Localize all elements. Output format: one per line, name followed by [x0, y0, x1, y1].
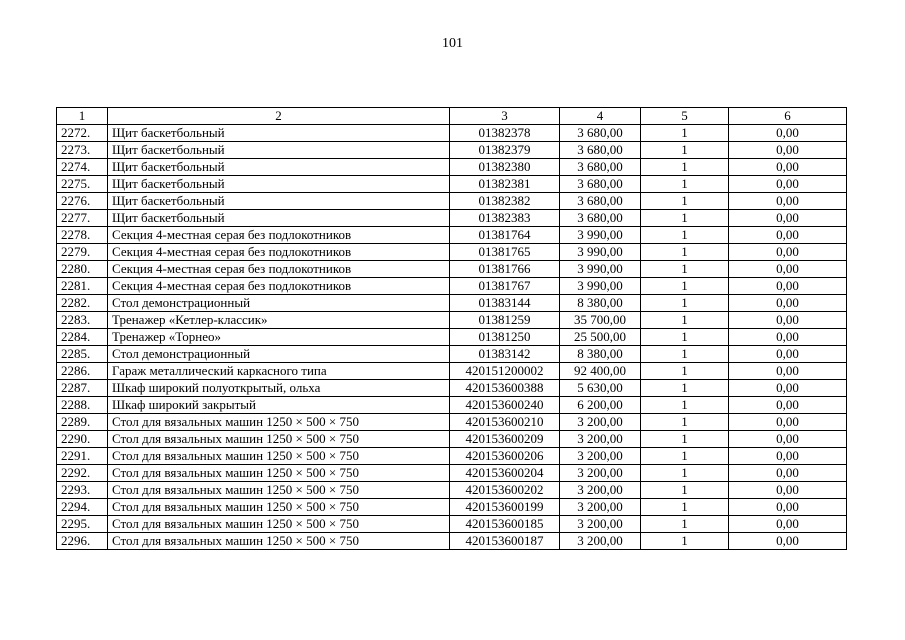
header-cell-name: 2	[108, 108, 450, 125]
item-name-cell: Щит баскетбольный	[108, 125, 450, 142]
row-number-cell: 2295.	[57, 516, 108, 533]
price-cell: 3 200,00	[560, 414, 641, 431]
inventory-code-cell: 420153600209	[450, 431, 560, 448]
table-row	[57, 431, 847, 448]
price-cell: 25 500,00	[560, 329, 641, 346]
quantity-cell: 1	[641, 380, 729, 397]
table-row	[57, 465, 847, 482]
value-cell: 0,00	[729, 261, 847, 278]
value-cell: 0,00	[729, 397, 847, 414]
quantity-cell: 1	[641, 159, 729, 176]
row-number-cell: 2288.	[57, 397, 108, 414]
row-number-cell: 2279.	[57, 244, 108, 261]
inventory-code-cell: 01381259	[450, 312, 560, 329]
header-cell-value: 6	[729, 108, 847, 125]
inventory-code-cell: 01382382	[450, 193, 560, 210]
table-row	[57, 210, 847, 227]
item-name-cell: Тренажер «Торнео»	[108, 329, 450, 346]
row-number-cell: 2284.	[57, 329, 108, 346]
price-cell: 3 200,00	[560, 465, 641, 482]
inventory-code-cell: 01381250	[450, 329, 560, 346]
item-name-cell: Стол для вязальных машин 1250 × 500 × 750	[108, 431, 450, 448]
inventory-code-cell: 01382379	[450, 142, 560, 159]
inventory-code-cell: 01382381	[450, 176, 560, 193]
price-cell: 3 680,00	[560, 193, 641, 210]
header-cell-quantity: 5	[641, 108, 729, 125]
price-cell: 3 680,00	[560, 176, 641, 193]
quantity-cell: 1	[641, 431, 729, 448]
price-cell: 3 680,00	[560, 125, 641, 142]
table-row	[57, 346, 847, 363]
row-number-cell: 2283.	[57, 312, 108, 329]
quantity-cell: 1	[641, 346, 729, 363]
quantity-cell: 1	[641, 448, 729, 465]
row-number-cell: 2275.	[57, 176, 108, 193]
row-number-cell: 2290.	[57, 431, 108, 448]
table-row	[57, 363, 847, 380]
row-number-cell: 2285.	[57, 346, 108, 363]
value-cell: 0,00	[729, 380, 847, 397]
item-name-cell: Щит баскетбольный	[108, 142, 450, 159]
row-number-cell: 2287.	[57, 380, 108, 397]
item-name-cell: Стол для вязальных машин 1250 × 500 × 750	[108, 533, 450, 550]
inventory-code-cell: 420153600206	[450, 448, 560, 465]
quantity-cell: 1	[641, 363, 729, 380]
value-cell: 0,00	[729, 431, 847, 448]
inventory-code-cell: 01381764	[450, 227, 560, 244]
quantity-cell: 1	[641, 125, 729, 142]
table-row	[57, 278, 847, 295]
inventory-table	[56, 107, 847, 550]
item-name-cell: Шкаф широкий полуоткрытый, ольха	[108, 380, 450, 397]
table-row	[57, 533, 847, 550]
quantity-cell: 1	[641, 210, 729, 227]
value-cell: 0,00	[729, 210, 847, 227]
price-cell: 3 990,00	[560, 278, 641, 295]
row-number-cell: 2282.	[57, 295, 108, 312]
item-name-cell: Стол для вязальных машин 1250 × 500 × 750	[108, 414, 450, 431]
item-name-cell: Секция 4-местная серая без подлокотников	[108, 227, 450, 244]
price-cell: 3 680,00	[560, 210, 641, 227]
price-cell: 3 990,00	[560, 244, 641, 261]
value-cell: 0,00	[729, 176, 847, 193]
row-number-cell: 2296.	[57, 533, 108, 550]
table-row	[57, 380, 847, 397]
inventory-code-cell: 420153600185	[450, 516, 560, 533]
price-cell: 92 400,00	[560, 363, 641, 380]
row-number-cell: 2276.	[57, 193, 108, 210]
quantity-cell: 1	[641, 295, 729, 312]
table-row	[57, 125, 847, 142]
table-row	[57, 159, 847, 176]
inventory-code-cell: 01382380	[450, 159, 560, 176]
price-cell: 6 200,00	[560, 397, 641, 414]
table-body	[57, 125, 847, 550]
page-number: 101	[442, 36, 463, 51]
item-name-cell: Щит баскетбольный	[108, 210, 450, 227]
price-cell: 3 200,00	[560, 499, 641, 516]
inventory-code-cell: 420153600388	[450, 380, 560, 397]
item-name-cell: Стол для вязальных машин 1250 × 500 × 750	[108, 516, 450, 533]
quantity-cell: 1	[641, 244, 729, 261]
item-name-cell: Стол демонстрационный	[108, 346, 450, 363]
item-name-cell: Секция 4-местная серая без подлокотников	[108, 278, 450, 295]
item-name-cell: Секция 4-местная серая без подлокотников	[108, 261, 450, 278]
row-number-cell: 2292.	[57, 465, 108, 482]
quantity-cell: 1	[641, 176, 729, 193]
item-name-cell: Щит баскетбольный	[108, 159, 450, 176]
quantity-cell: 1	[641, 312, 729, 329]
quantity-cell: 1	[641, 142, 729, 159]
table-row	[57, 244, 847, 261]
table-row	[57, 295, 847, 312]
table-row	[57, 261, 847, 278]
item-name-cell: Тренажер «Кетлер-классик»	[108, 312, 450, 329]
header-row	[57, 108, 847, 125]
price-cell: 3 680,00	[560, 159, 641, 176]
table-row	[57, 227, 847, 244]
value-cell: 0,00	[729, 295, 847, 312]
value-cell: 0,00	[729, 363, 847, 380]
row-number-cell: 2277.	[57, 210, 108, 227]
value-cell: 0,00	[729, 125, 847, 142]
quantity-cell: 1	[641, 329, 729, 346]
quantity-cell: 1	[641, 465, 729, 482]
value-cell: 0,00	[729, 278, 847, 295]
price-cell: 3 990,00	[560, 261, 641, 278]
value-cell: 0,00	[729, 227, 847, 244]
value-cell: 0,00	[729, 244, 847, 261]
header-cell-price: 4	[560, 108, 641, 125]
row-number-cell: 2289.	[57, 414, 108, 431]
inventory-code-cell: 420151200002	[450, 363, 560, 380]
value-cell: 0,00	[729, 159, 847, 176]
inventory-code-cell: 420153600202	[450, 482, 560, 499]
inventory-code-cell: 01382378	[450, 125, 560, 142]
inventory-code-cell: 420153600210	[450, 414, 560, 431]
price-cell: 5 630,00	[560, 380, 641, 397]
price-cell: 3 200,00	[560, 516, 641, 533]
value-cell: 0,00	[729, 499, 847, 516]
row-number-cell: 2273.	[57, 142, 108, 159]
row-number-cell: 2280.	[57, 261, 108, 278]
price-cell: 3 200,00	[560, 482, 641, 499]
table-header	[57, 108, 847, 125]
item-name-cell: Щит баскетбольный	[108, 176, 450, 193]
inventory-code-cell: 420153600199	[450, 499, 560, 516]
inventory-code-cell: 420153600204	[450, 465, 560, 482]
quantity-cell: 1	[641, 516, 729, 533]
inventory-code-cell: 01381765	[450, 244, 560, 261]
quantity-cell: 1	[641, 261, 729, 278]
value-cell: 0,00	[729, 346, 847, 363]
row-number-cell: 2291.	[57, 448, 108, 465]
table-row	[57, 329, 847, 346]
quantity-cell: 1	[641, 278, 729, 295]
item-name-cell: Щит баскетбольный	[108, 193, 450, 210]
row-number-cell: 2272.	[57, 125, 108, 142]
table-row	[57, 176, 847, 193]
quantity-cell: 1	[641, 482, 729, 499]
inventory-code-cell: 01383142	[450, 346, 560, 363]
row-number-cell: 2286.	[57, 363, 108, 380]
table-row	[57, 193, 847, 210]
inventory-code-cell: 01381766	[450, 261, 560, 278]
table-row	[57, 312, 847, 329]
item-name-cell: Секция 4-местная серая без подлокотников	[108, 244, 450, 261]
price-cell: 3 200,00	[560, 448, 641, 465]
value-cell: 0,00	[729, 482, 847, 499]
table-row	[57, 397, 847, 414]
value-cell: 0,00	[729, 329, 847, 346]
row-number-cell: 2293.	[57, 482, 108, 499]
inventory-code-cell: 420153600240	[450, 397, 560, 414]
quantity-cell: 1	[641, 414, 729, 431]
quantity-cell: 1	[641, 499, 729, 516]
quantity-cell: 1	[641, 397, 729, 414]
table-row	[57, 448, 847, 465]
quantity-cell: 1	[641, 227, 729, 244]
inventory-code-cell: 01383144	[450, 295, 560, 312]
row-number-cell: 2281.	[57, 278, 108, 295]
value-cell: 0,00	[729, 465, 847, 482]
item-name-cell: Стол для вязальных машин 1250 × 500 × 750	[108, 482, 450, 499]
price-cell: 35 700,00	[560, 312, 641, 329]
table-row	[57, 482, 847, 499]
price-cell: 8 380,00	[560, 346, 641, 363]
price-cell: 3 200,00	[560, 431, 641, 448]
table-row	[57, 516, 847, 533]
value-cell: 0,00	[729, 414, 847, 431]
price-cell: 3 200,00	[560, 533, 641, 550]
value-cell: 0,00	[729, 448, 847, 465]
item-name-cell: Стол для вязальных машин 1250 × 500 × 750	[108, 499, 450, 516]
row-number-cell: 2294.	[57, 499, 108, 516]
inventory-code-cell: 01381767	[450, 278, 560, 295]
header-cell-code: 3	[450, 108, 560, 125]
price-cell: 8 380,00	[560, 295, 641, 312]
item-name-cell: Стол демонстрационный	[108, 295, 450, 312]
item-name-cell: Стол для вязальных машин 1250 × 500 × 750	[108, 448, 450, 465]
value-cell: 0,00	[729, 533, 847, 550]
value-cell: 0,00	[729, 142, 847, 159]
value-cell: 0,00	[729, 193, 847, 210]
price-cell: 3 680,00	[560, 142, 641, 159]
header-cell-number: 1	[57, 108, 108, 125]
value-cell: 0,00	[729, 312, 847, 329]
item-name-cell: Гараж металлический каркасного типа	[108, 363, 450, 380]
inventory-code-cell: 420153600187	[450, 533, 560, 550]
row-number-cell: 2274.	[57, 159, 108, 176]
price-cell: 3 990,00	[560, 227, 641, 244]
table-row	[57, 499, 847, 516]
row-number-cell: 2278.	[57, 227, 108, 244]
item-name-cell: Стол для вязальных машин 1250 × 500 × 750	[108, 465, 450, 482]
inventory-code-cell: 01382383	[450, 210, 560, 227]
value-cell: 0,00	[729, 516, 847, 533]
item-name-cell: Шкаф широкий закрытый	[108, 397, 450, 414]
table-row	[57, 142, 847, 159]
quantity-cell: 1	[641, 193, 729, 210]
quantity-cell: 1	[641, 533, 729, 550]
table-row	[57, 414, 847, 431]
